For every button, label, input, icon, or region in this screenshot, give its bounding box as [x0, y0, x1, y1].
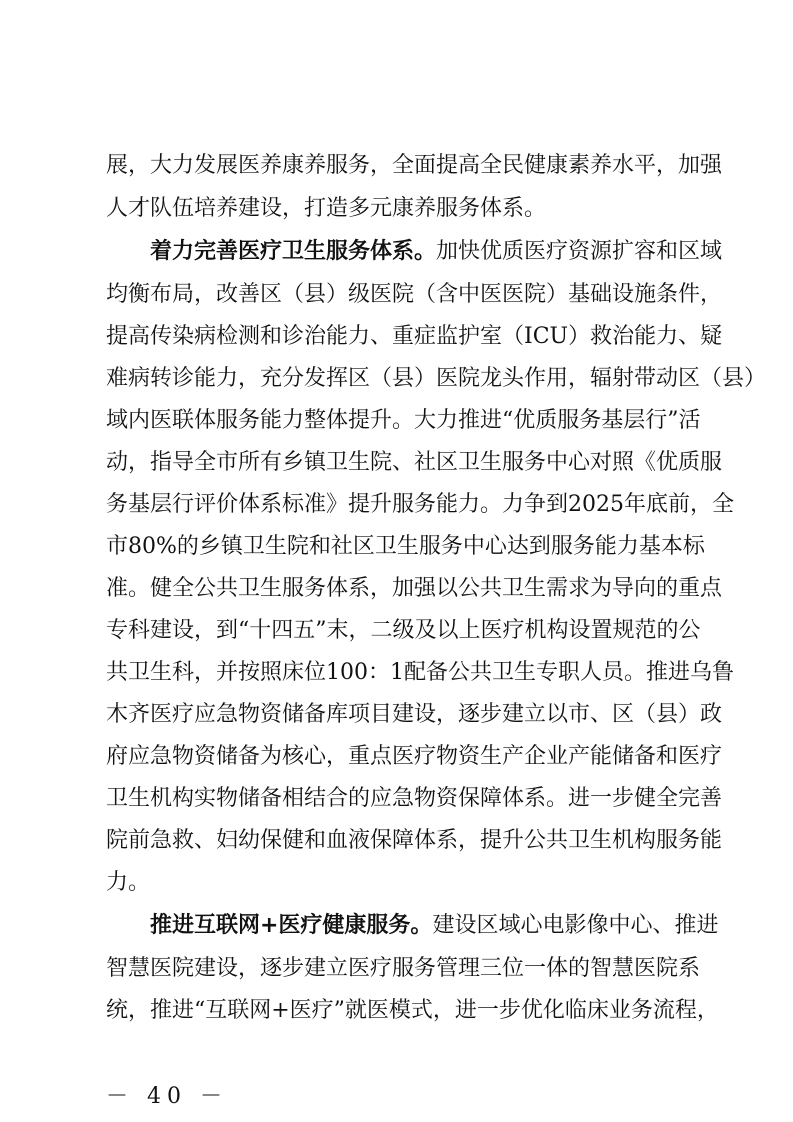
text-line-12: 专科建设，到“十四五”末，二级及以上医疗机构设置规范的公 — [106, 618, 701, 643]
text-line-17: 院前急救、妇幼保健和血液保障体系，提升公共卫生机构服务能 — [106, 828, 723, 853]
text-line-5: 提高传染病检测和诊治能力、重症监护室（ICU）救治能力、疑 — [106, 324, 723, 349]
paragraph-2-heading: 推进互联网+医疗健康服务。 — [150, 913, 433, 938]
text-line-20: 智慧医院建设，逐步建立医疗服务管理三位一体的智慧医院系 — [106, 956, 701, 981]
text-line-15: 府应急物资储备为核心，重点医疗物资生产企业产能储备和医疗 — [106, 744, 723, 769]
text-line-6: 难病转诊能力，充分发挥区（县）医院龙头作用，辐射带动区（县） — [106, 366, 767, 391]
text-line-14: 木齐医疗应急物资储备库项目建设，逐步建立以市、区（县）政 — [106, 702, 723, 727]
text-line-21: 统，推进“互联网+医疗”就医模式，进一步优化临床业务流程， — [106, 998, 719, 1023]
paragraph-1-text: 加快优质医疗资源扩容和区域 — [436, 239, 723, 264]
paragraph-1-first-line — [150, 236, 723, 268]
page-number: － 40 － — [106, 1084, 228, 1109]
text-line-1: 展，大力发展医养康养服务，全面提高全民健康素养水平，加强 — [106, 153, 723, 178]
text-line-7: 域内医联体服务能力整体提升。大力推进“优质服务基层行”活 — [106, 408, 701, 433]
paragraph-2-text: 建设区域心电影像中心、推进 — [432, 913, 719, 938]
text-line-2: 人才队伍培养建设，打造多元康养服务体系。 — [106, 196, 547, 221]
text-line-18: 力。 — [106, 870, 151, 895]
text-line-13: 共卫生科，并按照床位100：1配备公共卫生专职人员。推进乌鲁 — [106, 660, 734, 685]
paragraph-1-heading: 着力完善医疗卫生服务体系。 — [150, 239, 437, 264]
paragraph-2-first-line — [150, 910, 719, 942]
text-line-8: 动，指导全市所有乡镇卫生院、社区卫生服务中心对照《优质服 — [106, 450, 723, 475]
text-line-11: 准。健全公共卫生服务体系，加强以公共卫生需求为导向的重点 — [106, 576, 723, 601]
text-line-16: 卫生机构实物储备相结合的应急物资保障体系。进一步健全完善 — [106, 786, 723, 811]
text-line-9: 务基层行评价体系标准》提升服务能力。力争到2025年底前，全 — [106, 492, 734, 517]
text-line-10: 市80%的乡镇卫生院和社区卫生服务中心达到服务能力基本标 — [106, 534, 705, 559]
text-line-4: 均衡布局，改善区（县）级医院（含中医医院）基础设施条件， — [106, 282, 723, 307]
